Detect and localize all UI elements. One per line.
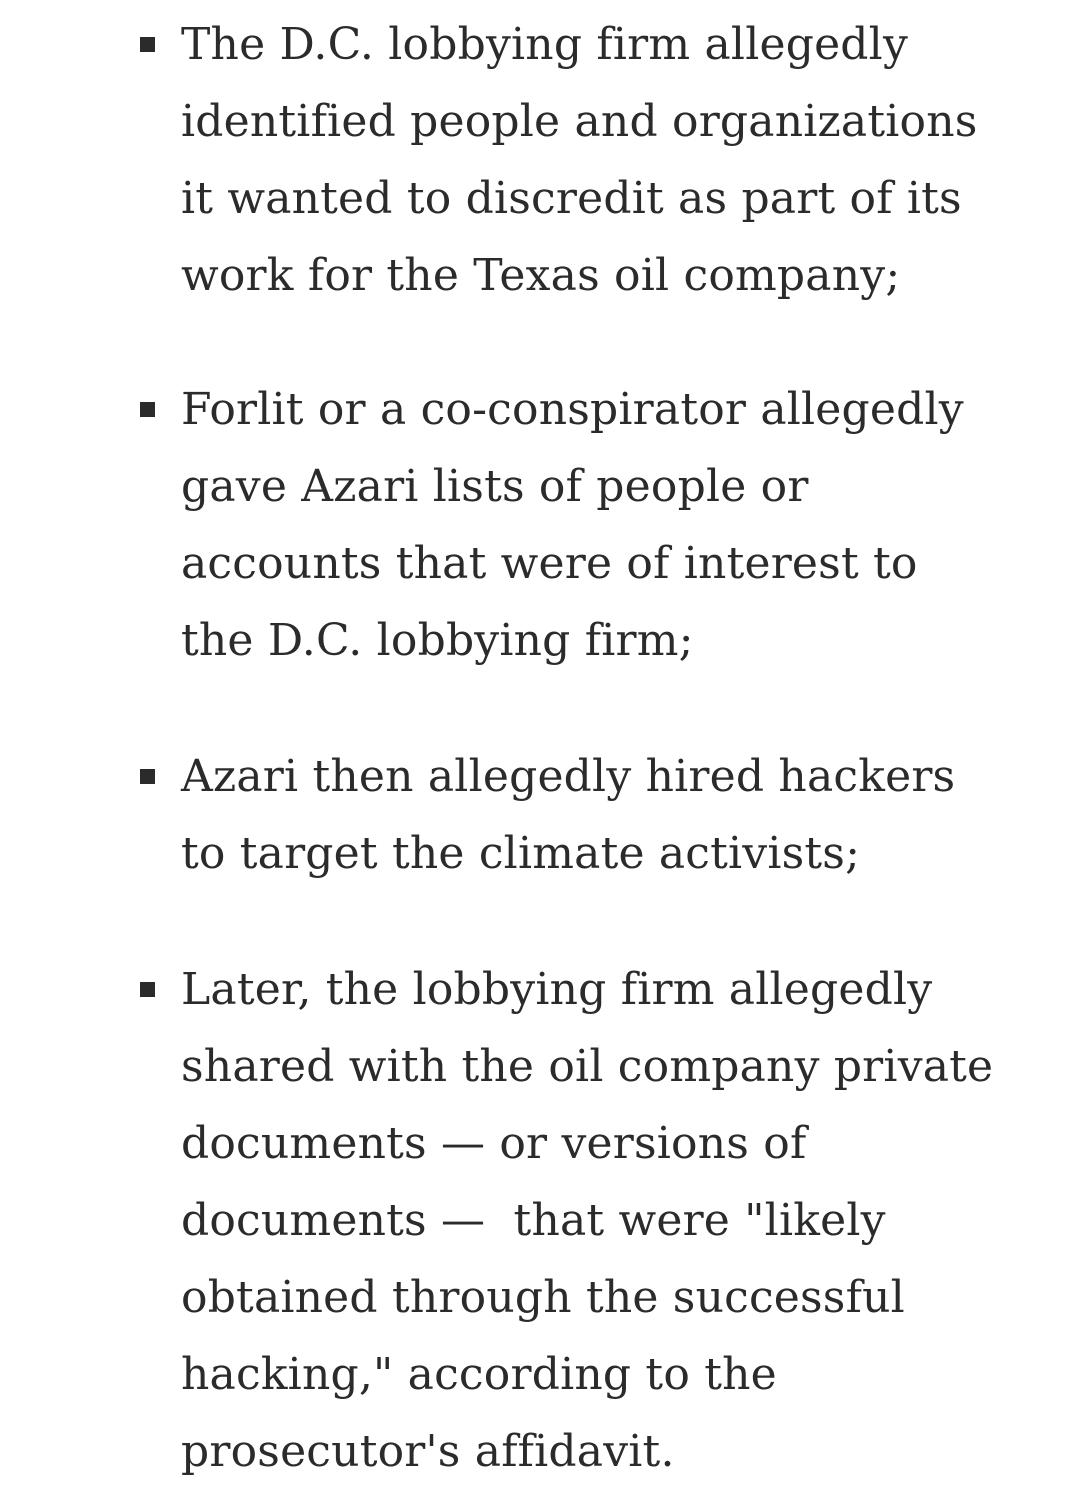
bullet-text [181, 951, 1051, 1490]
text-line: accounts that were of interest to [181, 538, 918, 589]
text-line: to target the climate activists; [181, 828, 861, 879]
text-line: gave Azari lists of people or [181, 461, 809, 512]
text-line: shared with the oil company private [181, 1041, 994, 1092]
text-line: Azari then allegedly hired hackers [181, 751, 956, 802]
text-line: documents — or versions of [181, 1118, 807, 1169]
text-line: obtained through the successful [181, 1272, 905, 1323]
square-bullet-icon [140, 769, 155, 784]
square-bullet-icon [140, 982, 155, 997]
text-line: Later, the lobbying firm allegedly [181, 964, 933, 1015]
square-bullet-icon [140, 37, 155, 52]
bullet-text [181, 371, 1051, 679]
text-line: it wanted to discredit as part of its [181, 173, 962, 224]
text-line: work for the Texas oil company; [181, 250, 901, 301]
text-line: The D.C. lobbying firm allegedly [181, 19, 909, 70]
text-line: hacking," according to the [181, 1349, 777, 1400]
bullet-text [181, 6, 1051, 314]
text-line: Forlit or a co-conspirator allegedly [181, 384, 964, 435]
text-line: documents — that were "likely [181, 1195, 886, 1246]
bullet-text [181, 738, 1051, 892]
text-line: prosecutor's affidavit. [181, 1426, 675, 1477]
text-line: identified people and organizations [181, 96, 978, 147]
square-bullet-icon [140, 402, 155, 417]
text-line: the D.C. lobbying firm; [181, 615, 694, 666]
